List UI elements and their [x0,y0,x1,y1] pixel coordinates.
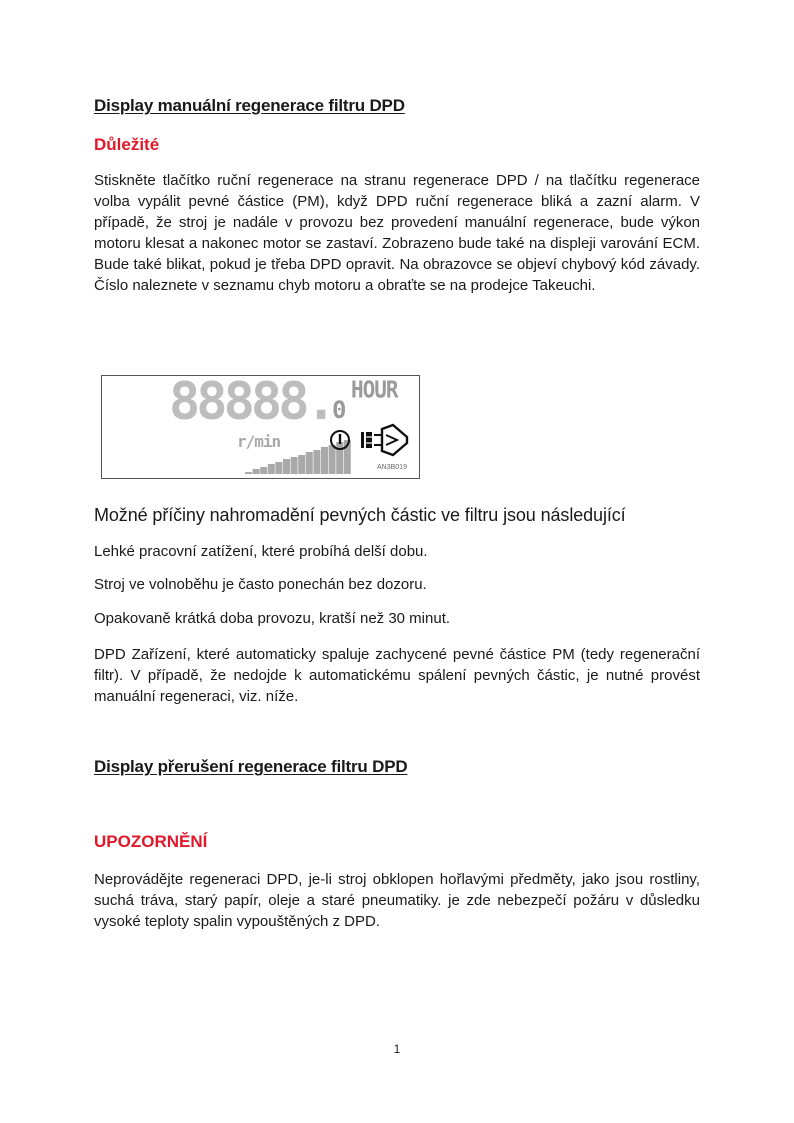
cause-item-3: Opakovaně krátká doba provozu, kratší než 30 minut. [94,610,451,627]
section-title-interrupt-regeneration: Display přerušení regenerace filtru DPD [94,757,408,776]
section-title-manual-regeneration: Display manuální regenerace filtru DPD [94,96,405,115]
page-number: 1 [393,1042,401,1056]
rpm-bar-segment [275,462,282,474]
rpm-bar-segment [260,467,267,474]
dpd-filter-icon [359,423,411,457]
lcd-decimal-digit: 0 [332,396,347,424]
rpm-bar-segment [283,459,290,474]
rpm-bar-segment [313,450,320,474]
causes-heading: Možné příčiny nahromadění pevných částic ve filtru jsou následující [94,505,626,525]
important-paragraph: Stiskněte tlačítko ruční regenerace na stranu regenerace DPD / na tlačítku regenerace volba vypálit pevné částice (PM), když DPD ruční regenerace bliká a zazní alarm. V případě, že stroj je nadále v provozu bez provedení manuální regenerace, bude výkon motoru klesat a nakonec motor se zastaví. Zobrazeno bude také na displeji varování ECM. Bude také blikat, pokud je třeba DPD opravit. Na obrazovce se objeví chybový kód závady. Číslo naleznete v seznamu chyb motoru a obraťte se na prodejce Takeuchi. [94,172,700,294]
lcd-rpm-label: r/min [237,432,281,451]
display-figure-code: AN3B019 [377,464,407,471]
rpm-bar-segment [298,455,305,474]
rpm-bar-segment [253,469,260,474]
warning-label: UPOZORNĚNÍ [94,832,208,851]
cause-item-1: Lehké pracovní zatížení, které probíhá delší dobu. [94,543,428,560]
rpm-bar-segment [291,457,298,474]
dpd-explanation-paragraph: DPD Zařízení, které automaticky spaluje zachycené pevné částice PM (tedy regenerační filtr). V případě, že nedojde k automatickému spálení pevných částic, je nutné provést manuální regeneraci, viz. níže. [94,646,700,705]
cause-item-2: Stroj ve volnoběhu je často ponechán bez dozoru. [94,576,427,593]
lcd-display-illustration [101,372,420,479]
warning-paragraph: Neprovádějte regeneraci DPD, je-li stroj obklopen hořlavými předměty, jako jsou rostliny, suchá tráva, starý papír, oleje a staré pneumatiky. je zde nebezpečí požáru v důsledku vysoké teploty spalin vypouštěných z DPD. [94,871,700,930]
rpm-bar-segment [268,464,275,474]
rpm-bar-segment [321,447,328,474]
lcd-digits: 88888. [169,372,333,432]
important-label: Důležité [94,135,160,154]
rpm-bar-segment [306,452,313,474]
rpm-bar-segment [245,472,252,474]
power-warning-icon [329,429,351,451]
lcd-hour-label: HOUR [351,376,398,404]
